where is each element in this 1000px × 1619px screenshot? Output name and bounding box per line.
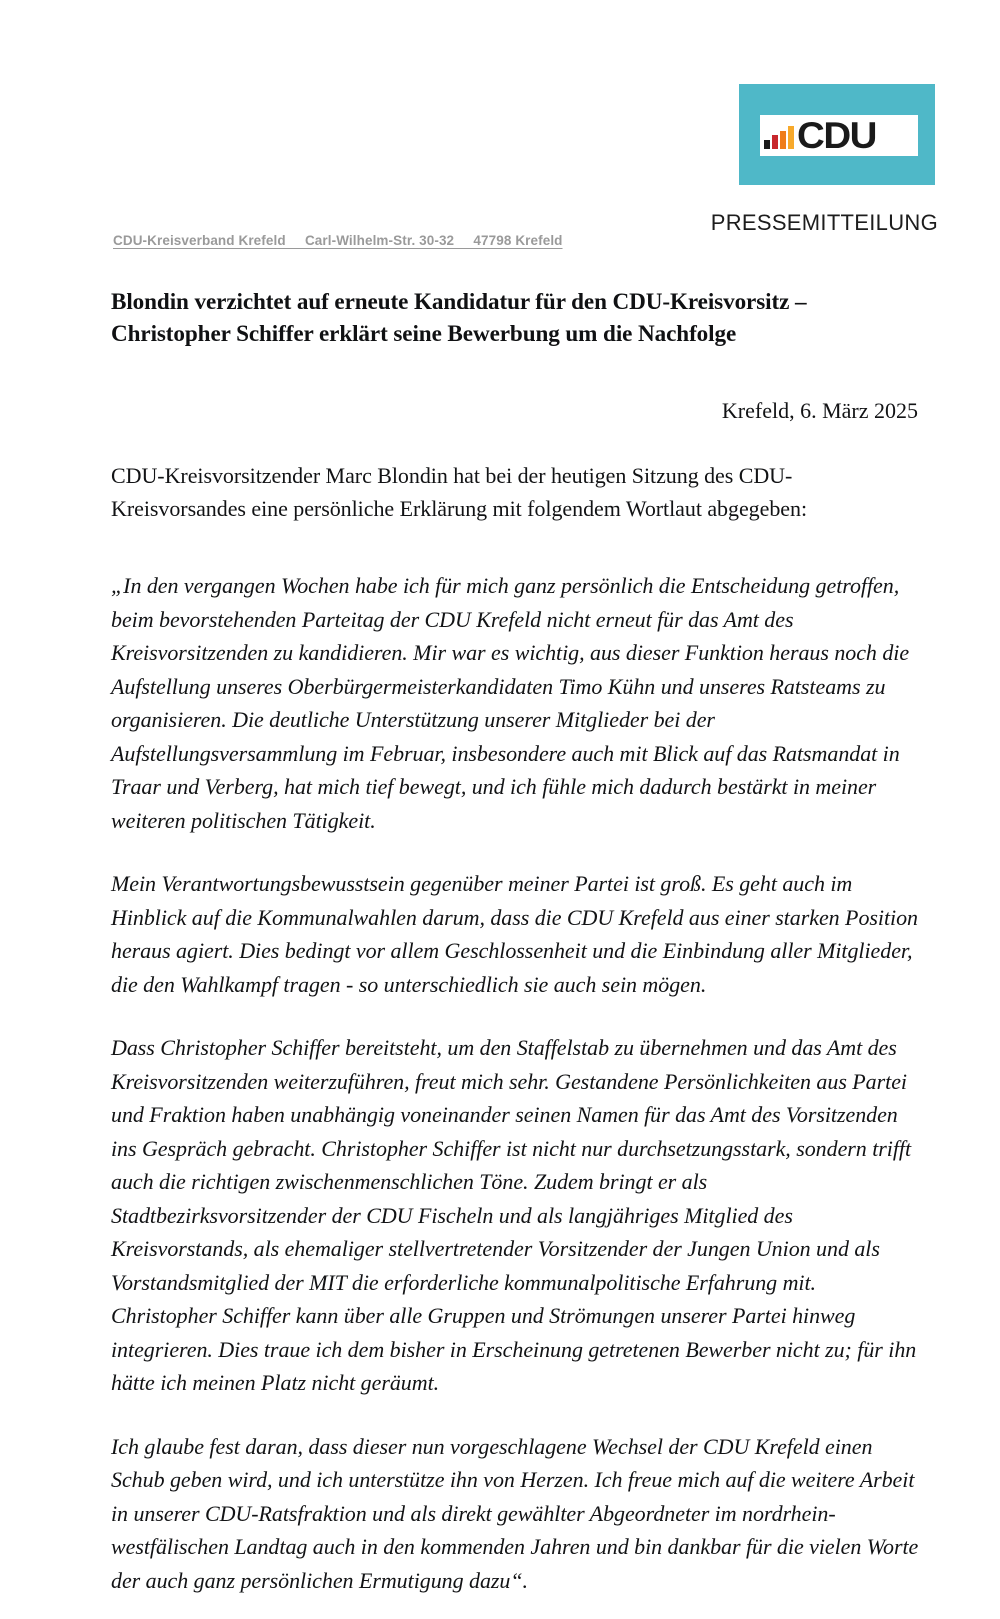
dateline: Krefeld, 6. März 2025 xyxy=(721,398,918,423)
cdu-wordmark: CDU xyxy=(797,114,877,156)
document-body xyxy=(111,286,927,1619)
quote-paragraph-2: Mein Verantwortungsbewusstsein gegenüber meiner Partei ist groß. Es geht auch im Hinblick auf die Kommunalwahlen darum, dass die CDU Krefeld aus einer starken Position heraus agiert. Dies bedingt vor allem Geschlossenheit und die Einbindung aller Mitglieder, die den Wahlkampf tragen - so unterschiedlich sie auch sein mögen. xyxy=(111,871,918,997)
press-release-label: PRESSEMITTEILUNG xyxy=(710,210,938,235)
intro-paragraph: CDU-Kreisvorsitzender Marc Blondin hat bei der heutigen Sitzung des CDU-Kreisvorsandes eine persönliche Erklärung mit folgendem Wortlaut abgegeben: xyxy=(111,463,808,521)
quote-paragraph-4: Ich glaube fest daran, dass dieser nun vorgeschlagene Wechsel der CDU Krefeld einen Schub geben wird, und ich unterstütze ihn von Herzen. Ich freue mich auf die weitere Arbeit in unserer CDU-Ratsfraktion und als direkt gewählter Abgeordneter im nordrhein-westfälischen Landtag auch in den kommenden Jahren und bin dankbar für die vielen Worte der auch ganz persönlichen Ermutigung dazu“. xyxy=(111,1433,919,1593)
cdu-bars-icon xyxy=(764,126,794,149)
address-line: CDU-Kreisverband Krefeld Carl-Wilhelm-Str. 30-32 47798 Krefeld xyxy=(113,233,563,248)
quote-paragraph-3: Dass Christopher Schiffer bereitsteht, um den Staffelstab zu übernehmen und das Amt des Kreisvorsitzenden weiterzuführen, freut mich sehr. Gestandene Persönlichkeiten aus Partei und Fraktion haben unabhängig voneinander seinen Namen für das Amt des Vorsitzenden ins Gespräch gebracht. Christopher Schiffer ist nicht nur durchsetzungsstark, sondern trifft auch die richtigen zwischenmenschlichen Töne. Zudem bringt er als Stadtbezirksvorsitzender der CDU Fischeln und als langjähriges Mitglied des Kreisvorstands, als ehemaliger stellvertretender Vorsitzender der Jungen Union und als Vorstandsmitglied der MIT die erforderliche kommunalpolitische Erfahrung mit. Christopher Schiffer kann über alle Gruppen und Strömungen unserer Partei hinweg integrieren. Dies traue ich dem bisher in Erscheinung getretenen Bewerber nicht zu; für ihn hätte ich meinen Platz nicht geräumt. xyxy=(111,1035,917,1395)
page-title: Blondin verzichtet auf erneute Kandidatur für den CDU-Kreisvorsitz – Christopher Schiffer erklärt seine Bewerbung um die Nachfolge xyxy=(111,289,807,347)
cdu-logo-inner xyxy=(760,115,918,156)
quote-paragraph-1: „In den vergangen Wochen habe ich für mich ganz persönlich die Entscheidung getroffen, beim bevorstehenden Parteitag der CDU Krefeld nicht erneut für das Amt des Kreisvorsitzenden zu kandidieren. Mir war es wichtig, aus dieser Funktion heraus noch die Aufstellung unseres Oberbürgermeisterkandidaten Timo Kühn und unseres Ratsteams zu organisieren. Die deutliche Unterstützung unserer Mitglieder bei der Aufstellungsversammlung im Februar, insbesondere auch mit Blick auf das Ratsmandat in Traar und Verberg, hat mich tief bewegt, und ich fühle mich dadurch bestärkt in meiner weiteren politischen Tätigkeit. xyxy=(111,573,910,833)
cdu-logo xyxy=(739,84,935,185)
